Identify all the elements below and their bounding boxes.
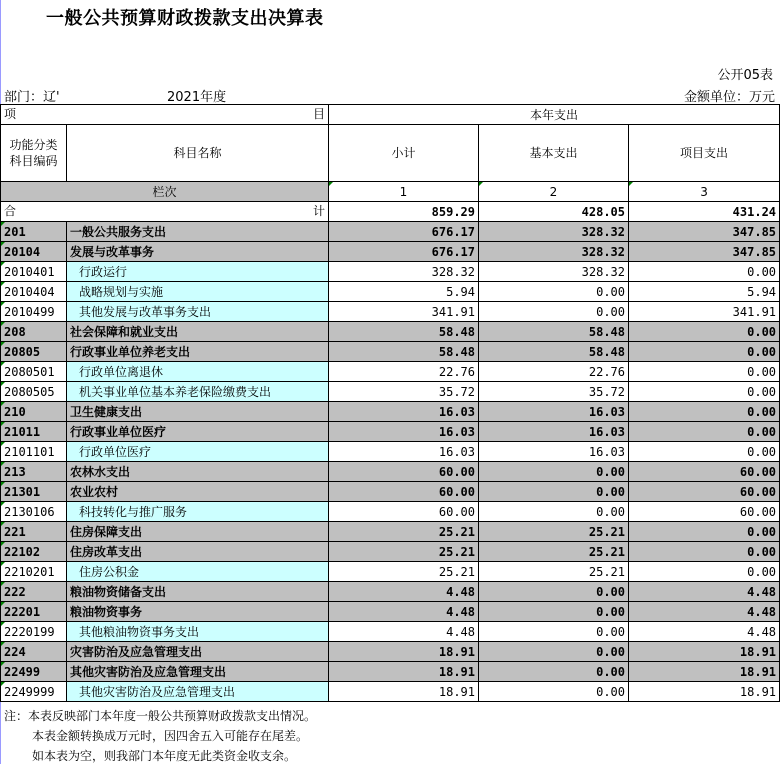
row-code: 2010401: [1, 262, 67, 282]
row-code: 2130106: [1, 502, 67, 522]
row-project: 0.00: [629, 262, 780, 282]
table-row: [1, 422, 780, 442]
row-code: 2010404: [1, 282, 67, 302]
table-row: [1, 622, 780, 642]
header-item-cell: [1, 105, 329, 125]
row-basic: 0.00: [479, 282, 629, 302]
row-project: 18.91: [629, 682, 780, 702]
row-name: 战略规划与实施: [67, 282, 329, 302]
row-basic: 16.03: [479, 402, 629, 422]
header-item-left: 项: [4, 107, 17, 121]
total-project: 431.24: [629, 202, 780, 222]
row-basic: 25.21: [479, 562, 629, 582]
header-row-2: [1, 125, 780, 182]
row-code: 210: [1, 402, 67, 422]
row-subtotal: 18.91: [329, 682, 479, 702]
table-row: [1, 362, 780, 382]
row-basic: 0.00: [479, 582, 629, 602]
row-subtotal: 16.03: [329, 442, 479, 462]
row-project: 0.00: [629, 402, 780, 422]
note-1: 注：本表反映部门本年度一般公共预算财政拨款支出情况。: [4, 709, 317, 723]
row-code: 2249999: [1, 682, 67, 702]
total-label-left: 合: [4, 204, 17, 218]
row-basic: 0.00: [479, 502, 629, 522]
header-subtotal-col: 小计: [329, 125, 479, 182]
row-name: 其他灾害防治及应急管理支出: [67, 682, 329, 702]
page-title: 一般公共预算财政拨款支出决算表: [46, 8, 324, 29]
row-name: 住房公积金: [67, 562, 329, 582]
row-subtotal: 676.17: [329, 242, 479, 262]
row-basic: 58.48: [479, 342, 629, 362]
table-row: [1, 322, 780, 342]
row-code: 201: [1, 222, 67, 242]
row-project: 5.94: [629, 282, 780, 302]
unit-label: 金额单位：万元: [683, 90, 775, 105]
row-basic: 0.00: [479, 482, 629, 502]
row-name: 粮油物资事务: [67, 602, 329, 622]
table-row: [1, 542, 780, 562]
row-project: 60.00: [629, 502, 780, 522]
row-name: 住房保障支出: [67, 522, 329, 542]
table-row: [1, 662, 780, 682]
row-name: 科技转化与推广服务: [67, 502, 329, 522]
row-subtotal: 25.21: [329, 562, 479, 582]
row-code: 22499: [1, 662, 67, 682]
row-name: 发展与改革事务: [67, 242, 329, 262]
row-project: 0.00: [629, 562, 780, 582]
row-subtotal: 25.21: [329, 542, 479, 562]
row-code: 2080505: [1, 382, 67, 402]
row-basic: 16.03: [479, 422, 629, 442]
row-basic: 328.32: [479, 262, 629, 282]
total-row: [1, 202, 780, 222]
row-project: 347.85: [629, 242, 780, 262]
row-basic: 25.21: [479, 522, 629, 542]
row-name: 机关事业单位基本养老保险缴费支出: [67, 382, 329, 402]
table-row: [1, 442, 780, 462]
row-subtotal: 60.00: [329, 462, 479, 482]
row-subtotal: 60.00: [329, 482, 479, 502]
row-code: 221: [1, 522, 67, 542]
row-project: 0.00: [629, 522, 780, 542]
lane-2: 2: [479, 182, 629, 202]
lane-3: 3: [629, 182, 780, 202]
row-subtotal: 35.72: [329, 382, 479, 402]
row-subtotal: 22.76: [329, 362, 479, 382]
table-row: [1, 642, 780, 662]
row-project: 0.00: [629, 342, 780, 362]
total-label-right: 计: [312, 204, 325, 218]
row-project: 0.00: [629, 442, 780, 462]
total-label-cell: [1, 202, 329, 222]
header-name-col: 科目名称: [67, 125, 329, 182]
row-subtotal: 4.48: [329, 582, 479, 602]
row-basic: 328.32: [479, 222, 629, 242]
row-code: 21301: [1, 482, 67, 502]
lane-row: [1, 182, 780, 202]
row-name: 灾害防治及应急管理支出: [67, 642, 329, 662]
row-subtotal: 18.91: [329, 662, 479, 682]
row-code: 22102: [1, 542, 67, 562]
row-basic: 328.32: [479, 242, 629, 262]
row-project: 4.48: [629, 582, 780, 602]
row-subtotal: 5.94: [329, 282, 479, 302]
row-project: 4.48: [629, 622, 780, 642]
row-name: 行政单位医疗: [67, 442, 329, 462]
table-row: [1, 382, 780, 402]
row-name: 社会保障和就业支出: [67, 322, 329, 342]
row-basic: 35.72: [479, 382, 629, 402]
row-basic: 25.21: [479, 542, 629, 562]
table-row: [1, 562, 780, 582]
row-basic: 0.00: [479, 302, 629, 322]
row-basic: 0.00: [479, 682, 629, 702]
row-subtotal: 25.21: [329, 522, 479, 542]
row-basic: 16.03: [479, 442, 629, 462]
row-project: 0.00: [629, 362, 780, 382]
table-row: [1, 522, 780, 542]
row-name: 粮油物资储备支出: [67, 582, 329, 602]
row-code: 20104: [1, 242, 67, 262]
row-code: 20805: [1, 342, 67, 362]
table-row: [1, 682, 780, 702]
lane-label: 栏次: [1, 182, 329, 202]
row-project: 347.85: [629, 222, 780, 242]
row-subtotal: 4.48: [329, 622, 479, 642]
row-name: 行政事业单位医疗: [67, 422, 329, 442]
row-subtotal: 16.03: [329, 402, 479, 422]
row-code: 2010499: [1, 302, 67, 322]
row-basic: 0.00: [479, 462, 629, 482]
table-row: [1, 582, 780, 602]
row-project: 0.00: [629, 422, 780, 442]
row-subtotal: 341.91: [329, 302, 479, 322]
table-row: [1, 222, 780, 242]
row-project: 18.91: [629, 642, 780, 662]
row-basic: 58.48: [479, 322, 629, 342]
notes: [4, 706, 316, 766]
lane-1: 1: [329, 182, 479, 202]
expenditure-table: [0, 104, 780, 702]
row-basic: 0.00: [479, 642, 629, 662]
row-subtotal: 18.91: [329, 642, 479, 662]
row-subtotal: 4.48: [329, 602, 479, 622]
row-code: 2210201: [1, 562, 67, 582]
row-project: 60.00: [629, 482, 780, 502]
header-row-1: [1, 105, 780, 125]
row-code: 2101101: [1, 442, 67, 462]
row-project: 18.91: [629, 662, 780, 682]
table-row: [1, 282, 780, 302]
row-project: 0.00: [629, 382, 780, 402]
row-subtotal: 16.03: [329, 422, 479, 442]
row-basic: 0.00: [479, 662, 629, 682]
row-code: 22201: [1, 602, 67, 622]
row-code: 208: [1, 322, 67, 342]
row-project: 0.00: [629, 542, 780, 562]
note-2: 本表金额转换成万元时，因四舍五入可能存在尾差。: [32, 729, 309, 743]
row-name: 行政单位离退休: [67, 362, 329, 382]
row-name: 一般公共服务支出: [67, 222, 329, 242]
header-basic-col: 基本支出: [479, 125, 629, 182]
year-label: 2021年度: [167, 90, 227, 105]
row-project: 0.00: [629, 322, 780, 342]
table-row: [1, 262, 780, 282]
row-name: 卫生健康支出: [67, 402, 329, 422]
sheet-code: 公开05表: [717, 68, 773, 83]
department-label: 部门：辽': [4, 90, 60, 105]
row-project: 341.91: [629, 302, 780, 322]
row-subtotal: 58.48: [329, 342, 479, 362]
header-current-year: 本年支出: [329, 105, 780, 125]
row-code: 21011: [1, 422, 67, 442]
row-code: 224: [1, 642, 67, 662]
table-row: [1, 342, 780, 362]
row-name: 行政事业单位养老支出: [67, 342, 329, 362]
row-code: 2220199: [1, 622, 67, 642]
total-subtotal: 859.29: [329, 202, 479, 222]
table-row: [1, 402, 780, 422]
table-row: [1, 242, 780, 262]
row-name: 农林水支出: [67, 462, 329, 482]
total-basic: 428.05: [479, 202, 629, 222]
table-row: [1, 482, 780, 502]
row-code: 222: [1, 582, 67, 602]
table-row: [1, 462, 780, 482]
row-name: 其他发展与改革事务支出: [67, 302, 329, 322]
row-name: 行政运行: [67, 262, 329, 282]
header-item-right: 目: [312, 107, 325, 121]
header-code-col: 功能分类 科目编码: [1, 125, 67, 182]
table-row: [1, 502, 780, 522]
row-code: 2080501: [1, 362, 67, 382]
row-name: 其他粮油物资事务支出: [67, 622, 329, 642]
row-subtotal: 60.00: [329, 502, 479, 522]
table-row: [1, 302, 780, 322]
table-row: [1, 602, 780, 622]
row-basic: 0.00: [479, 602, 629, 622]
row-project: 60.00: [629, 462, 780, 482]
row-name: 其他灾害防治及应急管理支出: [67, 662, 329, 682]
note-3: 如本表为空，则我部门本年度无此类资金收支余。: [32, 749, 297, 763]
row-subtotal: 58.48: [329, 322, 479, 342]
row-basic: 0.00: [479, 622, 629, 642]
row-basic: 22.76: [479, 362, 629, 382]
row-project: 4.48: [629, 602, 780, 622]
row-subtotal: 676.17: [329, 222, 479, 242]
row-name: 住房改革支出: [67, 542, 329, 562]
row-name: 农业农村: [67, 482, 329, 502]
header-project-col: 项目支出: [629, 125, 780, 182]
row-subtotal: 328.32: [329, 262, 479, 282]
row-code: 213: [1, 462, 67, 482]
